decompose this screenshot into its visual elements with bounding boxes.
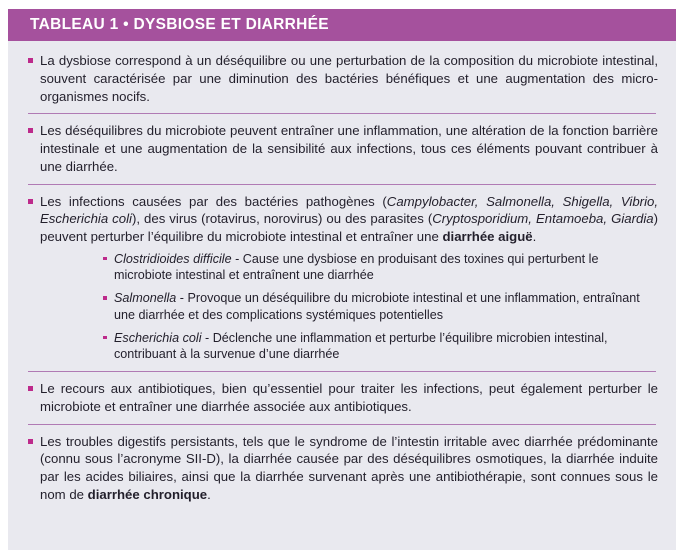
tableau-1-panel: [8, 9, 676, 550]
sub-bullet-escherichia-coli: Escherichia coli - Déclenche une inflammation et perturbe l’équilibre microbien intestinal, contribuant à la survenue d’une diarrhée: [102, 330, 658, 363]
bullet-infections-pathogenes: Les infections causées par des bactéries pathogènes (Campylobacter, Salmonella, Shigella, Vibrio, Escherichia coli), des virus (rotavirus, norovirus) ou des parasites (Cryptosporidium, Entamoeba, Giardia) peuvent perturber l’équilibre du microbiote intestinal et entraîner une diarrhée aiguë.: [26, 193, 658, 246]
bullet-diarrhee-chronique: Les troubles digestifs persistants, tels que le syndrome de l’intestin irritable avec diarrhée prédominante (connu sous l’acronyme SII-D), la diarrhée causée par des déséquilibres osmotiques, la diarrhée induite par les acides biliaires, ainsi que la diarrhée survenant après une antibiothérapie, sont connues sous le nom de diarrhée chronique.: [26, 433, 658, 504]
sub-bullet-clostridioides-difficile: Clostridioides difficile - Cause une dysbiose en produisant des toxines qui perturbent le microbiote intestinal et entraînent une diarrhée: [102, 251, 658, 284]
bullet-dysbiose-definition: La dysbiose correspond à un déséquilibre ou une perturbation de la composition du microbiote intestinal, souvent caractérisée par une diminution des bactéries bénéfiques et une augmentation des micro-organismes nocifs.: [26, 52, 658, 105]
table-title: TABLEAU 1 • DYSBIOSE ET DIARRHÉE: [30, 16, 329, 33]
divider-1: [28, 113, 656, 114]
pathogen-sublist: [26, 251, 658, 363]
divider-2: [28, 184, 656, 185]
bullet-antibiotiques: Le recours aux antibiotiques, bien qu’essentiel pour traiter les infections, peut également perturber le microbiote et entraîner une diarrhée associée aux antibiotiques.: [26, 380, 658, 416]
table-header-band: [8, 9, 676, 41]
divider-4: [28, 424, 656, 425]
divider-3: [28, 371, 656, 372]
table-body: [8, 41, 676, 510]
sub-bullet-salmonella: Salmonella - Provoque un déséquilibre du microbiote intestinal et une inflammation, entraînant une diarrhée et des complications systémiques potentielles: [102, 290, 658, 323]
bullet-desequilibres-consequences: Les déséquilibres du microbiote peuvent entraîner une inflammation, une altération de la fonction barrière intestinale et une augmentation de la sensibilité aux infections, tous ces éléments pouvant contribuer à une diarrhée.: [26, 122, 658, 175]
